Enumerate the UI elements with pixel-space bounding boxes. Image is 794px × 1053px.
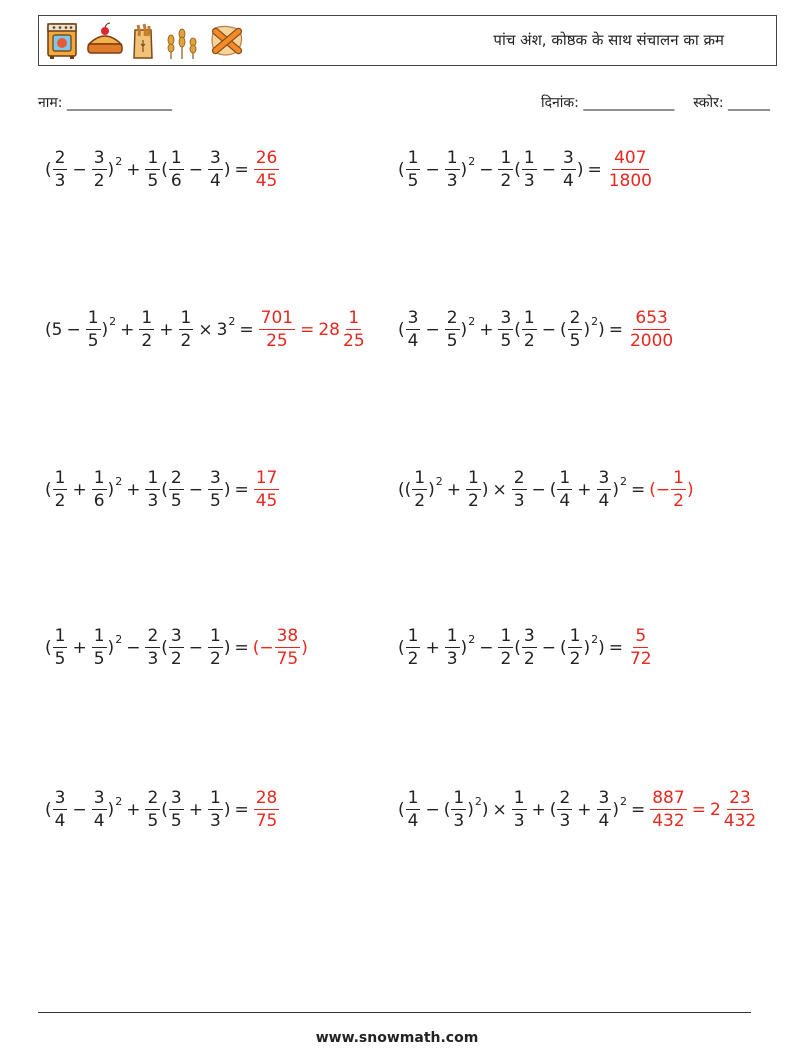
answer-1: $\frac{26}{45}$: [255, 148, 278, 191]
worksheet-header: [38, 15, 777, 66]
score-blank: ______: [728, 95, 770, 111]
pie-icon: [85, 22, 125, 60]
name-field: [38, 93, 172, 112]
date-blank: _____________: [583, 95, 675, 111]
date-score-fields: [541, 93, 770, 112]
problem-7: ( $\frac{1}{5}$ + $\frac{1}{5}$ ) 2 − $\frac{2}{3}$ ( $\frac{3}{2}$ − $\frac{1}{2}$ ) = (− $\frac{38}{75}$ ): [45, 626, 308, 669]
answer-10: $\frac{887}{432}$ = 2 $\frac{23}{432}$: [652, 788, 757, 831]
answer-9: $\frac{28}{75}$: [255, 788, 278, 831]
footer-divider: [38, 1012, 751, 1013]
answer-7: (− $\frac{38}{75}$ ): [252, 626, 308, 669]
problem-10: ( $\frac{1}{4}$ − ( $\frac{1}{3}$ ) 2 ) × $\frac{1}{3}$ + ( $\frac{2}{3}$ + $\frac{3}{4}$ ) 2 = $\frac{887}{432}$ = 2 $\frac{23}{432}$: [398, 780, 759, 840]
problem-6: (( $\frac{1}{2}$ ) 2 + $\frac{1}{2}$ ) × $\frac{2}{3}$ − ( $\frac{1}{4}$ + $\frac{3}{4}$ ) 2 = (− $\frac{1}{2}$ ): [398, 468, 694, 511]
answer-2: $\frac{407}{1800}$: [608, 148, 652, 191]
problem-9: ( $\frac{3}{4}$ − $\frac{3}{4}$ ) 2 + $\frac{2}{5}$ ( $\frac{3}{5}$ + $\frac{1}{3}$ ) = $\frac{28}{75}$: [45, 780, 280, 840]
answer-3: $\frac{701}{25}$ = 28 $\frac{1}{25}$: [260, 308, 365, 351]
bread-bag-icon: [131, 22, 155, 60]
wheat-icon: [161, 22, 201, 60]
answer-4: $\frac{653}{2000}$: [629, 308, 674, 351]
answer-6: (− $\frac{1}{2}$ ): [649, 468, 694, 511]
problem-1: ( $\frac{2}{3}$ − $\frac{3}{2}$ ) 2 + $\frac{1}{5}$ ( $\frac{1}{6}$ − $\frac{3}{4}$ ) = $\frac{26}{45}$: [45, 140, 280, 200]
problem-8: ( $\frac{1}{2}$ + $\frac{1}{3}$ ) 2 − $\frac{1}{2}$ ( $\frac{3}{2}$ − ( $\frac{1}{2}$ ) 2 ) = $\frac{5}{72}$: [398, 618, 655, 678]
problem-3: (5 − $\frac{1}{5}$ ) 2 + $\frac{1}{2}$ + $\frac{1}{2}$ × 3 2 = $\frac{701}{25}$ = 28 $\frac{1}{25}$: [45, 300, 368, 360]
name-blank: _______________: [66, 95, 172, 111]
answer-5: $\frac{17}{45}$: [255, 468, 278, 511]
answer-8: $\frac{5}{72}$: [629, 626, 652, 669]
problem-5: ( $\frac{1}{2}$ + $\frac{1}{6}$ ) 2 + $\frac{1}{3}$ ( $\frac{2}{5}$ − $\frac{3}{5}$ ) = $\frac{17}{45}$: [45, 460, 280, 520]
footer-site[interactable]: www.snowmath.com: [315, 1030, 479, 1046]
rolling-pin-icon: [207, 22, 247, 60]
header-icons: [45, 21, 247, 61]
worksheet-title: पांच अंश, कोष्ठक के साथ संचालन का क्रम: [493, 31, 724, 49]
problem-2: ( $\frac{1}{5}$ − $\frac{1}{3}$ ) 2 − $\frac{1}{2}$ ( $\frac{1}{3}$ − $\frac{3}{4}$ ) = $\frac{407}{1800}$: [398, 140, 655, 200]
score-label: स्कोर:: [693, 95, 724, 111]
name-label: नाम:: [38, 95, 63, 111]
date-label: दिनांक:: [540, 95, 579, 111]
problem-4: ( $\frac{3}{4}$ − $\frac{2}{5}$ ) 2 + $\frac{3}{5}$ ( $\frac{1}{2}$ − ( $\frac{2}{5}$ ) 2 ) = $\frac{653}{2000}$: [398, 300, 676, 360]
oven-icon: [45, 22, 79, 60]
